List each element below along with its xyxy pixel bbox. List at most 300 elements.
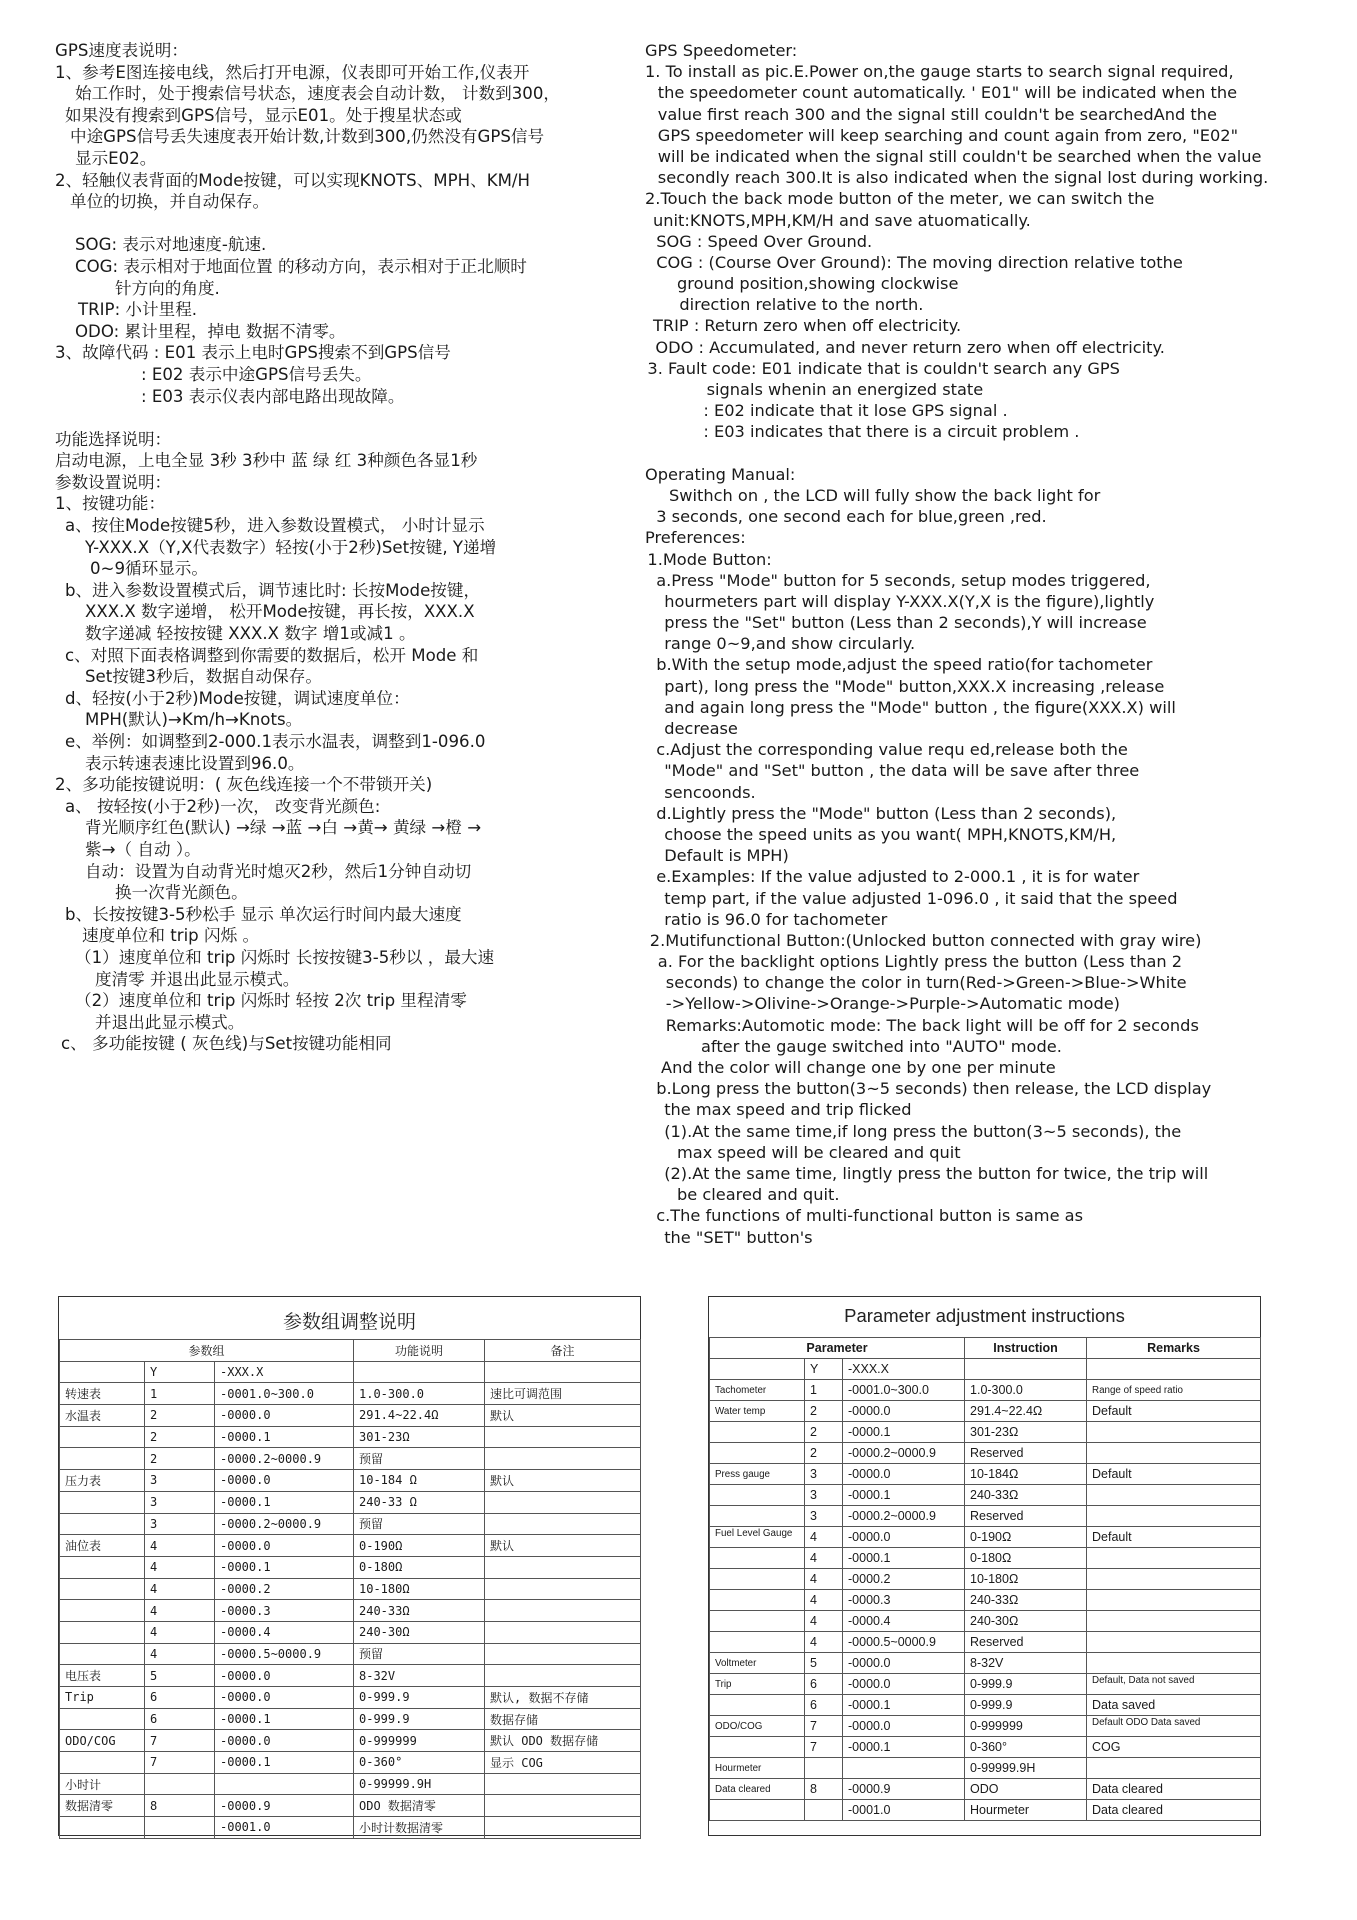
table-cell: 7: [805, 1737, 843, 1758]
cn-text-line: e、举例：如调整到2-000.1表示水温表，调整到1-096.0: [65, 732, 486, 751]
cn-text-line: 3、故障代码 : E01 表示上电时GPS搜索不到GPS信号: [55, 343, 451, 363]
table-cell: 默认: [485, 1470, 641, 1492]
table-cell: [1087, 1548, 1261, 1569]
table-row: [60, 1513, 641, 1535]
table-cell: COG: [1087, 1737, 1261, 1758]
cn-text-line: 中途GPS信号丢失速度表开始计数,计数到300,仍然没有GPS信号: [70, 127, 545, 147]
table-row: [60, 1665, 641, 1687]
table-cell: 7: [145, 1730, 215, 1752]
table-row: [60, 1708, 641, 1730]
cn-text-line: （2）速度单位和 trip 闪烁时 轻按 2次 trip 里程清零: [75, 991, 467, 1011]
table-cell: 3: [145, 1513, 215, 1535]
table-row: [60, 1535, 641, 1557]
table-cell: 1: [145, 1383, 215, 1405]
table-cell: 数据存储: [485, 1708, 641, 1730]
table-cell: [60, 1621, 145, 1643]
table-cell: [710, 1548, 805, 1569]
table-cell: 0-360°: [965, 1737, 1087, 1758]
en-text-line: 3. Fault code: E01 indicate that is couldn't search any GPS: [647, 358, 1120, 378]
cn-text-line: MPH(默认)→Km/h→Knots。: [85, 710, 303, 730]
table-cell: [60, 1643, 145, 1665]
table-cell: 4: [805, 1548, 843, 1569]
table-cell: 4: [805, 1611, 843, 1632]
table-row: [710, 1359, 1261, 1380]
table-cell: Default: [1087, 1401, 1261, 1422]
table-cell: 0-99999.9H: [354, 1773, 485, 1795]
table-cell: 0-999999: [354, 1730, 485, 1752]
table-cell: 6: [805, 1695, 843, 1716]
table-cell: -0000.1: [215, 1752, 354, 1774]
table-cell: 2: [145, 1405, 215, 1427]
en-text-line: ->Yellow->Olivine->Orange->Purple->Automatic mode): [665, 994, 1121, 1014]
table-row: [60, 1361, 641, 1383]
cn-text-line: a、 按轻按(小于2秒)一次， 改变背光颜色:: [65, 796, 381, 816]
table-cell: [1087, 1758, 1261, 1779]
table-cell: 2: [805, 1401, 843, 1422]
cn-text-line: 背光顺序红色(默认) →绿 →蓝 →白 →黄→ 黄绿 →橙 →: [85, 818, 482, 838]
table-row: [60, 1470, 641, 1492]
cn-text-line: 数字递减 轻按按键 XXX.X 数字 增1或减1 。: [85, 624, 416, 644]
cn-text-line: 针方向的角度.: [115, 278, 220, 298]
en-text-line: choose the speed units as you want( MPH,KNOTS,KM/H,: [664, 824, 1117, 844]
en-text-line: press the "Set" button (Less than 2 seconds),Y will increase: [664, 613, 1147, 633]
table-cell: -0000.2~0000.9: [843, 1506, 965, 1527]
table-row: [60, 1752, 641, 1774]
table-cell: -XXX.X: [843, 1359, 965, 1380]
table-cell: -0000.0: [215, 1470, 354, 1492]
table-cell: [485, 1795, 641, 1817]
cn-text-line: 并退出此显示模式。: [95, 1012, 245, 1032]
table-cell: Data cleared: [710, 1779, 805, 1800]
cn-text-line: : E02 表示中途GPS信号丢失。: [141, 364, 372, 384]
table-cell: [485, 1773, 641, 1795]
table-cell: ODO 数据清零: [354, 1795, 485, 1817]
table-cell: 240-33 Ω: [354, 1491, 485, 1513]
en-text-line: temp part, if the value adjusted 1-096.0 , it said that the speed: [664, 888, 1178, 908]
table-cell: [145, 1773, 215, 1795]
en-text-line: Preferences:: [645, 528, 746, 548]
table-cell: 水温表: [60, 1405, 145, 1427]
table-cell: 10-180Ω: [965, 1569, 1087, 1590]
table-row: [710, 1443, 1261, 1464]
table-cell: Tachometer: [710, 1380, 805, 1401]
col-header-function: 功能说明: [354, 1340, 485, 1362]
table-row: [710, 1506, 1261, 1527]
table-cell: Reserved: [965, 1443, 1087, 1464]
table-cell: 3: [805, 1506, 843, 1527]
table-row: [710, 1485, 1261, 1506]
table-cell: 4: [805, 1590, 843, 1611]
table-cell: Y: [805, 1359, 843, 1380]
col-header-param-group: 参数组: [60, 1340, 354, 1362]
table-cell: [60, 1578, 145, 1600]
table-cell: [145, 1817, 215, 1839]
en-text-line: : E02 indicate that it lose GPS signal .: [703, 401, 1008, 421]
en-text-line: b.With the setup mode,adjust the speed ratio(for tachometer: [656, 655, 1153, 675]
table-cell: [843, 1758, 965, 1779]
table-cell: 4: [805, 1527, 843, 1548]
en-text-line: 2.Mutifunctional Button:(Unlocked button connected with gray wire): [649, 930, 1202, 950]
table-cell: -0000.5~0000.9: [215, 1643, 354, 1665]
table-cell: 10-184Ω: [965, 1464, 1087, 1485]
col-header-parameter: Parameter: [710, 1338, 965, 1359]
cn-text-line: GPS速度表说明：: [55, 41, 188, 60]
en-text-line: c.Adjust the corresponding value requ ed,release both the: [656, 740, 1128, 760]
table-cell: [710, 1443, 805, 1464]
table-cell: [60, 1513, 145, 1535]
en-text-line: GPS Speedometer:: [645, 41, 798, 60]
table-cell: -0000.4: [843, 1611, 965, 1632]
table-cell: [710, 1422, 805, 1443]
table-cell: -0000.0: [843, 1401, 965, 1422]
table-cell: Fuel Level Gauge: [710, 1527, 805, 1548]
table-cell: 10-184 Ω: [354, 1470, 485, 1492]
en-text-line: the "SET" button's: [664, 1227, 813, 1247]
table-cell: [60, 1426, 145, 1448]
table-row: [60, 1578, 641, 1600]
table-cell: Voltmeter: [710, 1653, 805, 1674]
en-text-line: decrease: [664, 719, 738, 738]
table-cell: 2: [805, 1443, 843, 1464]
cn-text-line: 功能选择说明：: [55, 429, 172, 449]
en-text-line: seconds) to change the color in turn(Red->Green->Blue->White: [665, 973, 1187, 993]
en-text-line: : E03 indicates that there is a circuit problem .: [703, 422, 1080, 442]
table-row: [710, 1590, 1261, 1611]
table-cell: Hourmeter: [710, 1758, 805, 1779]
cn-text-line: ODO: 累计里程，掉电 数据不清零。: [75, 321, 346, 341]
table-cell: -0000.2~0000.9: [215, 1448, 354, 1470]
table-cell: [485, 1578, 641, 1600]
table-cell: [1087, 1506, 1261, 1527]
table-row: [710, 1464, 1261, 1485]
table-row: [710, 1716, 1261, 1737]
table-cell: [60, 1708, 145, 1730]
table-cell: 3: [145, 1491, 215, 1513]
table-cell: Default: [1087, 1464, 1261, 1485]
table-cell: -0000.1: [215, 1426, 354, 1448]
en-text-line: Default is MPH): [664, 846, 789, 866]
table-cell: 0-999.9: [354, 1708, 485, 1730]
cn-text-line: 度清零 并退出此显示模式。: [95, 969, 300, 989]
table-cell: -0000.1: [843, 1737, 965, 1758]
table-cell: 301-23Ω: [965, 1422, 1087, 1443]
table-cell: [710, 1506, 805, 1527]
table-cell: -0000.4: [215, 1621, 354, 1643]
table-cell: [710, 1590, 805, 1611]
table-row: [710, 1380, 1261, 1401]
table-row: [60, 1405, 641, 1427]
en-text-line: ratio is 96.0 for tachometer: [664, 909, 888, 929]
cn-text-line: 1、按键功能：: [55, 494, 166, 514]
table-cell: -0000.0: [843, 1527, 965, 1548]
table-cell: [60, 1817, 145, 1839]
table-cell: [485, 1361, 641, 1383]
table-cell: Default: [1087, 1527, 1261, 1548]
table-cell: 0-180Ω: [354, 1556, 485, 1578]
table-row: [60, 1643, 641, 1665]
cn-text-line: c、对照下面表格调整到你需要的数据后，松开 Mode 和: [65, 645, 479, 665]
table-cell: Y: [145, 1361, 215, 1383]
table-cell: -0000.0: [843, 1653, 965, 1674]
cn-text-line: c、 多功能按键 ( 灰色线)与Set按键功能相同: [61, 1034, 392, 1054]
table-row: [60, 1621, 641, 1643]
table-row: [710, 1653, 1261, 1674]
table-cell: [1087, 1422, 1261, 1443]
en-text-line: SOG : Speed Over Ground.: [656, 231, 873, 251]
cn-text-line: b、进入参数设置模式后，调节速比时: 长按Mode按键，: [65, 580, 481, 600]
en-text-line: the max speed and trip flicked: [664, 1100, 912, 1120]
en-text-line: sencoonds.: [664, 782, 756, 802]
cn-text-line: XXX.X 数字递增， 松开Mode按键，再长按，XXX.X: [85, 602, 475, 622]
table-cell: 3: [805, 1485, 843, 1506]
table-cell: 5: [805, 1653, 843, 1674]
en-text-line: GPS speedometer will keep searching and count again from zero, "E02": [657, 125, 1239, 145]
table-cell: 4: [145, 1578, 215, 1600]
table-row: [710, 1758, 1261, 1779]
table-row: [710, 1548, 1261, 1569]
table-cell: [1087, 1569, 1261, 1590]
en-text-line: d.Lightly press the "Mode" button (Less than 2 seconds),: [656, 803, 1117, 823]
table-row: [60, 1687, 641, 1709]
table-cell: 10-180Ω: [354, 1578, 485, 1600]
cn-text-line: 2、多功能按键说明：( 灰色线连接一个不带锁开关): [55, 775, 433, 795]
table-cell: 240-33Ω: [965, 1485, 1087, 1506]
table-cell: -0000.1: [843, 1422, 965, 1443]
table-cell: [354, 1361, 485, 1383]
table-cell: 291.4~22.4Ω: [965, 1401, 1087, 1422]
cn-text-line: 单位的切换，并自动保存。: [70, 192, 270, 212]
table-row: [710, 1527, 1261, 1548]
en-text-line: signals whenin an energized state: [706, 380, 984, 399]
table-cell: Default, Data not saved: [1087, 1674, 1261, 1695]
en-text-line: TRIP : Return zero when off electricity.: [653, 316, 962, 336]
cn-text-line: 显示E02。: [75, 148, 157, 168]
en-text-line: part), long press the "Mode" button,XXX.X increasing ,release: [664, 676, 1165, 696]
table-row: [60, 1556, 641, 1578]
table-cell: 0-999.9: [354, 1687, 485, 1709]
cn-text-line: SOG: 表示对地速度-航速.: [75, 235, 267, 255]
table-cell: 8: [145, 1795, 215, 1817]
table-cell: 4: [145, 1621, 215, 1643]
table-cell: -0001.0~300.0: [843, 1380, 965, 1401]
cn-text-line: 2、轻触仪表背面的Mode按键，可以实现KNOTS、MPH、KM/H: [55, 170, 530, 190]
table-cell: [485, 1448, 641, 1470]
en-text-line: 1.Mode Button:: [647, 549, 772, 569]
table-cell: 2: [145, 1448, 215, 1470]
en-text-line: 2.Touch the back mode button of the meter, we can switch the: [645, 189, 1155, 209]
en-text-line: 3 seconds, one second each for blue,green ,red.: [656, 507, 1047, 527]
table-cell: -0000.0: [843, 1674, 965, 1695]
cn-text-line: 换一次背光颜色。: [115, 883, 248, 903]
table-cell: -0000.0: [215, 1665, 354, 1687]
en-text-line: value first reach 300 and the signal still couldn't be searchedAnd the: [657, 104, 1217, 124]
cn-text-line: Set按键3秒后，数据自动保存。: [85, 667, 322, 687]
table-cell: -0000.0: [215, 1535, 354, 1557]
english-parameter-table: [708, 1296, 1261, 1836]
table-cell: -0000.1: [215, 1491, 354, 1513]
table-cell: 4: [805, 1632, 843, 1653]
table-cell: [1087, 1632, 1261, 1653]
table-cell: 240-30Ω: [965, 1611, 1087, 1632]
table-row: [60, 1448, 641, 1470]
cn-text-line: 启动电源，上电全显 3秒 3秒中 蓝 绿 红 3种颜色各显1秒: [55, 451, 478, 471]
table-cell: 油位表: [60, 1535, 145, 1557]
table-cell: -XXX.X: [215, 1361, 354, 1383]
en-text-line: b.Long press the button(3~5 seconds) then release, the LCD display: [656, 1079, 1212, 1099]
table-cell: 电压表: [60, 1665, 145, 1687]
table-cell: [485, 1665, 641, 1687]
table-cell: 301-23Ω: [354, 1426, 485, 1448]
table-cell: 6: [145, 1708, 215, 1730]
table-cell: -0000.9: [215, 1795, 354, 1817]
cn-text-line: 始工作时，处于搜索信号状态，速度表会自动计数， 计数到300，: [75, 84, 560, 104]
table-cell: 预留: [354, 1513, 485, 1535]
en-text-line: e.Examples: If the value adjusted to 2-000.1 , it is for water: [656, 867, 1140, 887]
cn-text-line: b、长按按键3-5秒松手 显示 单次运行时间内最大速度: [65, 904, 462, 924]
table-cell: 240-33Ω: [965, 1590, 1087, 1611]
table-cell: 4: [145, 1535, 215, 1557]
table-cell: 0-360°: [354, 1752, 485, 1774]
table-cell: 3: [805, 1464, 843, 1485]
cn-text-line: TRIP: 小计里程.: [78, 300, 198, 320]
table-cell: Reserved: [965, 1632, 1087, 1653]
table-cell: 291.4~22.4Ω: [354, 1405, 485, 1427]
en-text-line: Remarks:Automotic mode: The back light will be off for 2 seconds: [665, 1015, 1199, 1035]
table-cell: -0000.1: [843, 1548, 965, 1569]
table-cell: [965, 1359, 1087, 1380]
table-cell: 小时计: [60, 1773, 145, 1795]
table-cell: 2: [145, 1426, 215, 1448]
table-row: [710, 1569, 1261, 1590]
table-row: [710, 1779, 1261, 1800]
table-cell: [710, 1569, 805, 1590]
table-row: [60, 1426, 641, 1448]
cn-text-line: 自动：设置为自动背光时熄灭2秒，然后1分钟自动切: [85, 861, 472, 881]
table-cell: 3: [145, 1470, 215, 1492]
table-cell: [215, 1773, 354, 1795]
table-cell: -0000.0: [215, 1405, 354, 1427]
table-cell: Hourmeter: [965, 1800, 1087, 1821]
cn-text-line: d、轻按(小于2秒)Mode按键，调试速度单位：: [65, 688, 410, 708]
cn-text-line: [55, 213, 655, 235]
table-cell: 6: [145, 1687, 215, 1709]
en-text-line: max speed will be cleared and quit: [677, 1142, 961, 1162]
english-table-title: Parameter adjustment instructions: [844, 1305, 1125, 1326]
cn-text-line: 表示转速表速比设置到96.0。: [85, 753, 305, 773]
en-text-line: unit:KNOTS,MPH,KM/H and save atuomatically.: [653, 210, 1031, 230]
cn-text-line: 如果没有搜索到GPS信号，显示E01。处于搜星状态或: [65, 105, 462, 125]
table-row: [710, 1695, 1261, 1716]
table-cell: [710, 1695, 805, 1716]
cn-text-line: 1、参考E图连接电线，然后打开电源，仪表即可开始工作,仪表开: [55, 62, 530, 82]
table-cell: -0000.5~0000.9: [843, 1632, 965, 1653]
chinese-instructions: [55, 40, 655, 1055]
col-header-instruction: Instruction: [965, 1338, 1087, 1359]
table-row: [60, 1600, 641, 1622]
en-text-line: a.Press "Mode" button for 5 seconds, setup modes triggered,: [656, 570, 1151, 590]
en-text-line: COG : (Course Over Ground): The moving direction relative tothe: [656, 252, 1183, 272]
table-cell: 6: [805, 1674, 843, 1695]
table-cell: 数据清零: [60, 1795, 145, 1817]
chinese-table-title: 参数组调整说明: [282, 1311, 416, 1333]
table-cell: [60, 1491, 145, 1513]
table-cell: ODO/COG: [710, 1716, 805, 1737]
table-cell: [485, 1491, 641, 1513]
en-text-line: c.The functions of multi-functional button is same as: [656, 1206, 1084, 1226]
table-row: [60, 1817, 641, 1839]
cn-text-line: （1）速度单位和 trip 闪烁时 长按按键3-5秒以 ，最大速: [75, 947, 495, 967]
table-row: [710, 1401, 1261, 1422]
table-cell: Press gauge: [710, 1464, 805, 1485]
table-cell: 默认 ODO 数据存储: [485, 1730, 641, 1752]
table-cell: [1087, 1590, 1261, 1611]
table-row: [710, 1632, 1261, 1653]
col-header-remarks: Remarks: [1087, 1338, 1261, 1359]
table-cell: 4: [145, 1556, 215, 1578]
table-cell: 默认, 数据不存储: [485, 1687, 641, 1709]
table-cell: [1087, 1485, 1261, 1506]
table-cell: 显示 COG: [485, 1752, 641, 1774]
table-cell: 4: [805, 1569, 843, 1590]
table-cell: 5: [145, 1665, 215, 1687]
table-cell: [60, 1361, 145, 1383]
table-row: [60, 1773, 641, 1795]
en-text-line: after the gauge switched into "AUTO" mode.: [701, 1036, 1062, 1056]
table-cell: [60, 1556, 145, 1578]
table-row: [60, 1491, 641, 1513]
en-text-line: direction relative to the north.: [679, 295, 924, 315]
table-cell: [485, 1643, 641, 1665]
en-text-line: Operating Manual:: [645, 464, 796, 484]
table-row: [710, 1674, 1261, 1695]
table-cell: 0-999.9: [965, 1695, 1087, 1716]
table-cell: [710, 1611, 805, 1632]
table-cell: -0001.0: [215, 1817, 354, 1839]
table-cell: 预留: [354, 1643, 485, 1665]
cn-text-line: 0~9循环显示。: [90, 559, 208, 579]
table-cell: -0000.3: [843, 1590, 965, 1611]
table-cell: -0000.1: [843, 1485, 965, 1506]
table-cell: 默认: [485, 1405, 641, 1427]
table-cell: -0000.1: [215, 1556, 354, 1578]
table-cell: 1.0-300.0: [965, 1380, 1087, 1401]
table-cell: 4: [145, 1600, 215, 1622]
table-cell: 0-190Ω: [354, 1535, 485, 1557]
table-cell: 240-33Ω: [354, 1600, 485, 1622]
table-cell: [1087, 1359, 1261, 1380]
table-cell: 0-180Ω: [965, 1548, 1087, 1569]
table-cell: -0000.0: [843, 1716, 965, 1737]
cn-text-line: : E03 表示仪表内部电路出现故障。: [141, 386, 405, 406]
table-cell: [710, 1800, 805, 1821]
table-cell: 240-30Ω: [354, 1621, 485, 1643]
table-cell: Data cleared: [1087, 1779, 1261, 1800]
table-cell: 1: [805, 1380, 843, 1401]
table-row: [710, 1737, 1261, 1758]
table-cell: Data cleared: [1087, 1800, 1261, 1821]
en-text-line: "Mode" and "Set" button , the data will be save after three: [664, 761, 1140, 781]
table-cell: 0-999999: [965, 1716, 1087, 1737]
table-row: [710, 1422, 1261, 1443]
table-cell: -0000.9: [843, 1779, 965, 1800]
cn-text-line: 速度单位和 trip 闪烁 。: [82, 926, 260, 946]
table-cell: Data saved: [1087, 1695, 1261, 1716]
cn-text-line: 紫→（ 自动 ）。: [85, 839, 201, 859]
en-text-line: [645, 443, 1335, 464]
table-row: [710, 1800, 1261, 1821]
table-cell: [485, 1556, 641, 1578]
table-cell: [60, 1600, 145, 1622]
